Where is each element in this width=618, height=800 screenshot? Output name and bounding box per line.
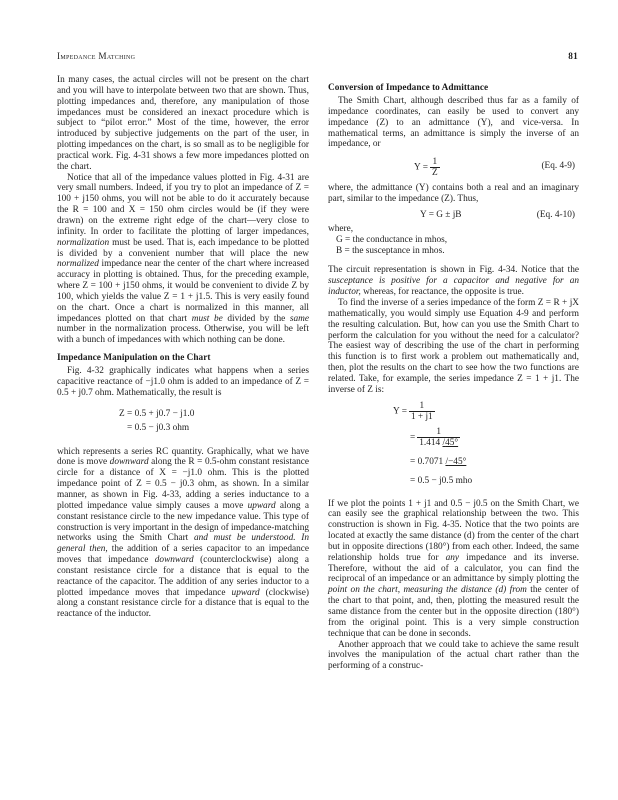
calc-polar-result: = 0.7071 /−45° bbox=[410, 456, 467, 467]
fraction-denominator bbox=[417, 437, 460, 448]
where-label: where, bbox=[328, 223, 354, 234]
running-header bbox=[57, 51, 578, 65]
left-column bbox=[57, 75, 309, 620]
equation-block bbox=[119, 407, 309, 435]
equation-number: (Eq. 4-9) bbox=[541, 161, 575, 172]
definition-b: B = the susceptance in mhos. bbox=[336, 245, 445, 256]
right-column bbox=[328, 75, 579, 672]
inverse-calculation bbox=[328, 399, 579, 494]
fraction-denominator: 1 + j1 bbox=[410, 411, 433, 422]
fraction-numerator: 1 bbox=[432, 157, 438, 168]
paragraph: Another approach that we could take to achieve the same result involves the manipulation of the actual chart rather than the performing of a construc- bbox=[328, 639, 579, 672]
paragraph: To find the inverse of a series impedance of the form Z = R + jX mathematically, you would simply use Equation 4-9 and perform the resulting calculation. But, how can you use the Smith Chart to perform the calculation for you without the need for a calculator? The easiest way of describing the use of the chart in performing this function is to first work a problem out mathematically and, then, plot the results on the chart to see how the two functions are related. Take, for example, the series impedance Z = 1 + j1. The inverse of Z is: bbox=[328, 297, 579, 395]
equation-line: Z = 0.5 + j0.7 − j1.0 bbox=[119, 408, 195, 419]
paragraph: The Smith Chart, although described thus far as a family of impedance coordinates, can easily be used to convert any impedance (Z) to an admittance (Y), and vice-versa. In mathematical terms, an admittance is simply the inverse of an impedance, or bbox=[328, 96, 579, 150]
section-heading: Conversion of Impedance to Admittance bbox=[328, 83, 489, 93]
equation-text: Y = G ± jB bbox=[420, 209, 462, 220]
fraction-numerator: 1 bbox=[436, 426, 441, 437]
paragraph: In many cases, the actual circles will not be present on the chart and you will have to interpolate between two that are shown. Thus, plotting impedances and, therefore, any manipulation of those impedances must be considered an inexact procedure which is subject to “pilot error.” Most of the time, however, the error introduced by subjective judgements on the part of the user, in plotting impedances on the chart, is so small as to be negligible for practical work. Fig. 4-31 shows a few more impedances plotted on the chart. bbox=[57, 75, 309, 172]
paragraph: where, the admittance (Y) contains both a real and an imaginary part, similar to the impedance (Z). Thus, bbox=[328, 183, 579, 205]
definition-g: G = the conductance in mhos, bbox=[336, 234, 448, 245]
paragraph: Fig. 4-32 graphically indicates what happens when a series capacitive reactance of −j1.0 ohm is added to an impedance of Z = 0.5 + j0.7 ohm. Mathematically, the result is bbox=[57, 366, 309, 398]
equation-lhs: Y = bbox=[414, 162, 428, 173]
calc-lhs: Y = bbox=[393, 406, 407, 417]
running-title: Impedance Matching bbox=[57, 51, 136, 61]
calc-equals: = bbox=[410, 432, 416, 443]
calc-rect-result: = 0.5 − j0.5 mho bbox=[410, 475, 473, 486]
magnitude: 1.414 bbox=[419, 437, 441, 448]
angle: /45° bbox=[442, 437, 459, 448]
section-heading: Impedance Manipulation on the Chart bbox=[57, 353, 211, 364]
paragraph: which represents a series RC quantity. Graphically, what we have done is move downward along the R = 0.5-ohm constant resistance circle for a distance of X = −j1.0 ohm. This is the plotted impedance point of Z = 0.5 − j0.3 ohm, as shown. In a similar manner, as shown in Fig. 4-33, adding a series inductance to a plotted impedance value simply causes a move upward along a constant resistance circle to the new impedance value. This type of construction is very important in the design of impedance-matching networks using the Smith Chart and must be understood. In general then, the addition of a series capacitor to an impedance moves that impedance downward (counterclockwise) along a constant resistance circle for a distance that is equal to the reactance of the capacitor. The addition of any series inductor to a plotted impedance moves that impedance upward (clockwise) along a constant resistance circle for a distance that is equal to the reactance of the inductor. bbox=[57, 446, 310, 620]
equation-number: (Eq. 4-10) bbox=[536, 209, 575, 220]
fraction-numerator: 1 bbox=[419, 400, 425, 411]
equation-4-10 bbox=[328, 210, 579, 224]
equation-4-9 bbox=[328, 155, 579, 179]
page-number: 81 bbox=[568, 51, 578, 61]
fraction-denominator: Z bbox=[431, 168, 438, 179]
equation-line: = 0.5 − j0.3 ohm bbox=[127, 422, 190, 433]
paragraph: The circuit representation is shown in Fig. 4-34. Notice that the susceptance is positive for a capacitor and negative for an inductor, whereas, for reactance, the opposite is true. bbox=[328, 265, 579, 298]
paragraph: Notice that all of the impedance values plotted in Fig. 4-31 are very small numbers. Indeed, if you try to plot an impedance of Z = 100 + j150 ohms, you will not be able to do it accurately because the R = 100 and X = 150 ohm circles would be (if they were drawn) on the extreme right edge of the chart—very close to infinity. In order to facilitate the plotting of larger impedances, normalization must be used. That is, each impedance to be plotted is divided by a convenient number that will place the new normalized impedance near the center of the chart where increased accuracy in plotting is obtained. Thus, for the preceding example, where Z = 100 + j150 ohms, it would be convenient to divide Z by 100, which yields the value Z = 1 + j1.5. This is very easily found on the chart. Once a chart is normalized in this manner, all impedances plotted on that chart must be divided by the same number in the normalization process. Otherwise, you will be left with a bunch of impedances with which nothing can be done. bbox=[57, 172, 309, 346]
paragraph: If we plot the points 1 + j1 and 0.5 − j0.5 on the Smith Chart, we can easily see the graphical relationship between the two. This construction is shown in Fig. 4-35. Notice that the two points are located at exactly the same distance (d) from the center of the chart but in opposite directions (180°) from each other. Indeed, the same relationship holds true for any impedance and its inverse. Therefore, without the aid of a calculator, you can find the reciprocal of an impedance or an admittance by simply plotting the point on the chart, measuring the distance (d) from the center of the chart to that point, and, then, plotting the measured result the same distance from the center but in the opposite direction (180°) from the original point. This is a very simple construction technique that can be done in seconds. bbox=[328, 498, 579, 639]
